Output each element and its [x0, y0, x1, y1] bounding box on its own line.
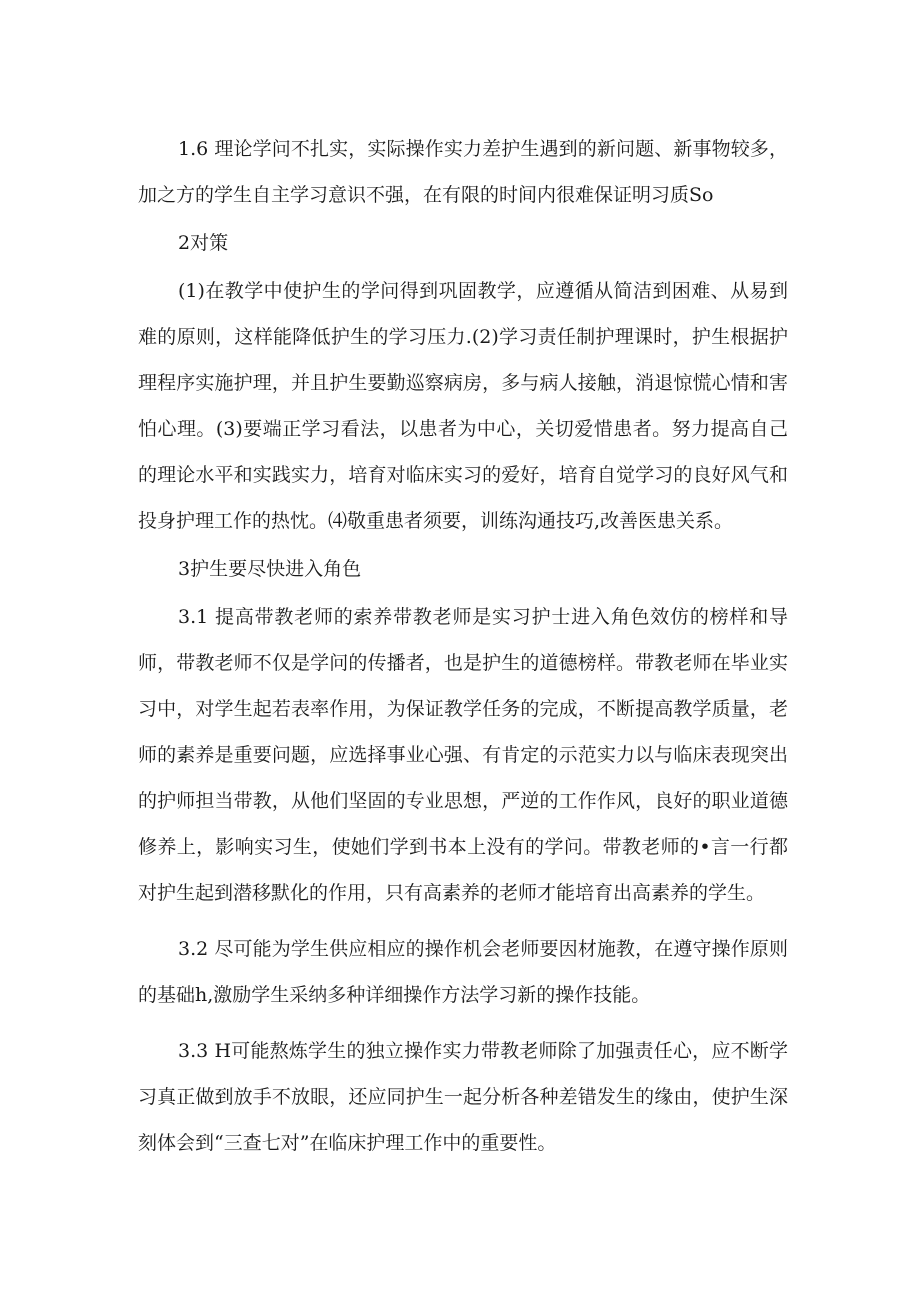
paragraph-3-2: 3.2 尽可能为学生供应相应的操作机会老师要因材施教，在遵守操作原则的基础h,激励学生采纳多种详细操作方法学习新的操作技能。	[138, 938, 788, 1006]
paragraph-3-1: 3.1 提高带教老师的索养带教老师是实习护士进入角色效仿的榜样和导师，带教老师不仅是学问的传播者，也是护生的道德榜样。带教老师在毕业实习中，对学生起若表率作用，为保证教学任务的完成，不断提高教学质量，老师的素养是重要问题，应选择事业心强、有肯定的示范实力以与临床表现突出的护师担当带教，从他们坚固的专业思想，严逆的工作作风，良好的职业道德修养上，影响实习生，使她们学到书本上没有的学问。带教老师的•言一行都对护生起到潜移默化的作用，只有高素养的老师才能培育出高素养的学生。	[138, 606, 788, 904]
document-body	[138, 126, 788, 1166]
paragraph-countermeasures: (1)在教学中使护生的学问得到巩固教学，应遵循从简洁到困难、从易到难的原则，这样能降低护生的学习压力.(2)学习责任制护理课时，护生根据护理程序实施护理，并且护生要勤巡察病房，多与病人接触，消退惊慌心情和害怕心理。(3)要端正学习看法，以患者为中心，关切爱惜患者。努力提高自己的理论水平和实践实力，培育对临床实习的爱好，培育自觉学习的良好风气和投身护理工作的热忱。⑷敬重患者须要，训练沟通技巧,改善医患关系。	[138, 280, 788, 532]
paragraph-3-3: 3.3 H可能熬炼学生的独立操作实力带教老师除了加强责任心，应不断学习真正做到放手不放眼，还应同护生一起分析各种差错发生的缘由，使护生深刻体会到“三查七对”在临床护理工作中的重要性。	[138, 1040, 788, 1154]
paragraph-1-6: 1.6 理论学问不扎实，实际操作实力差护生遇到的新问题、新事物较多，加之方的学生自主学习意识不强，在有限的时间内很难保证明习质So	[138, 138, 788, 206]
heading-3-role: 3护生要尽快进入角色	[178, 558, 362, 580]
heading-2-countermeasures: 2对策	[178, 232, 229, 254]
